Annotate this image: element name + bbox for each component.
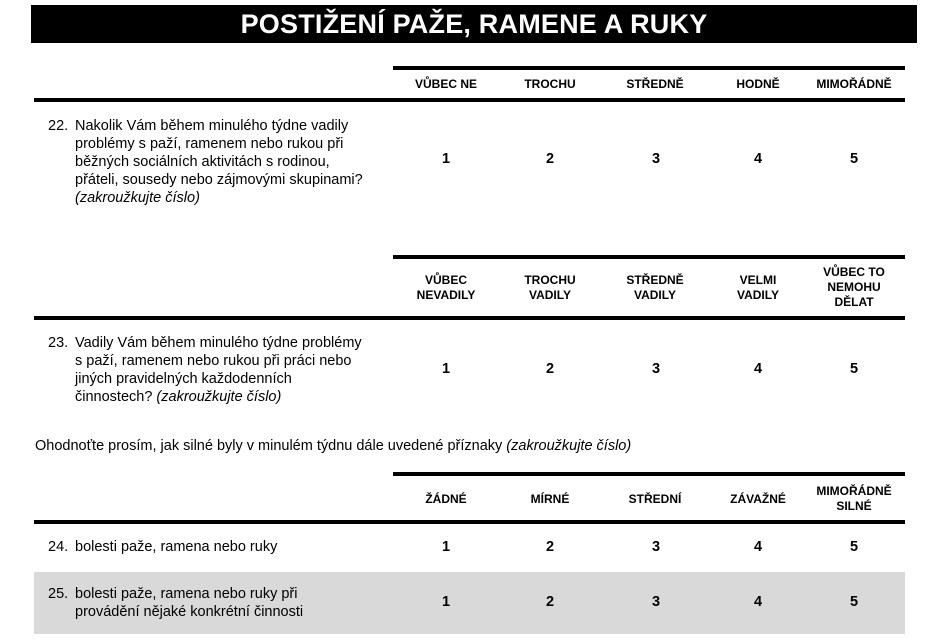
header-line: STŘEDNÍ bbox=[628, 492, 682, 506]
question-text bbox=[75, 334, 395, 406]
header-top-rule bbox=[393, 472, 905, 476]
header-line: VŮBEC bbox=[424, 273, 467, 287]
question-line: provádění nějaké konkrétní činnosti bbox=[75, 604, 304, 620]
header-line: VADILY bbox=[633, 288, 676, 302]
question-text bbox=[75, 538, 395, 556]
header-col-5 bbox=[806, 265, 902, 310]
question-line: s paží, ramenem nebo rukou při práci nebo bbox=[75, 353, 352, 369]
header-col-2 bbox=[504, 492, 596, 507]
header-col-2 bbox=[504, 273, 596, 303]
section-rule bbox=[34, 520, 905, 524]
scale-option-5[interactable]: 5 bbox=[849, 361, 859, 377]
scale-option-2[interactable]: 2 bbox=[545, 539, 555, 555]
question-line: problémy s paží, ramenem nebo rukou při bbox=[75, 136, 344, 152]
header-col-1 bbox=[400, 492, 492, 507]
header-line: SILNÉ bbox=[836, 499, 872, 513]
header-line: NEVADILY bbox=[416, 288, 476, 302]
instruction-text: (zakroužkujte číslo) bbox=[506, 438, 632, 454]
question-line: Nakolik Vám během minulého týdne vadily bbox=[75, 118, 349, 134]
header-line: TROCHU bbox=[524, 273, 576, 287]
question-number: 22. bbox=[48, 118, 69, 134]
scale-option-4[interactable]: 4 bbox=[753, 361, 763, 377]
question-number: 25. bbox=[48, 586, 69, 602]
scale-option-3[interactable]: 3 bbox=[651, 151, 661, 167]
header-top-rule bbox=[393, 66, 905, 70]
scale-option-5[interactable]: 5 bbox=[849, 151, 859, 167]
question-number: 23. bbox=[48, 335, 69, 351]
header-col-4 bbox=[712, 273, 804, 303]
question-line: jiných pravidelných každodenních bbox=[75, 371, 292, 387]
header-line: VŮBEC TO bbox=[823, 265, 885, 279]
header-line: ŽÁDNÉ bbox=[425, 492, 467, 506]
question-line: přáteli, sousedy nebo zájmovými skupinami? bbox=[75, 172, 363, 188]
header-line: DĚLAT bbox=[834, 295, 874, 309]
header-line: NEMOHU bbox=[827, 280, 881, 294]
header-col-2: TROCHU bbox=[524, 77, 576, 91]
scale-option-3[interactable]: 3 bbox=[651, 594, 661, 610]
scale-option-2[interactable]: 2 bbox=[545, 151, 555, 167]
question-text bbox=[75, 585, 395, 621]
scale-option-3[interactable]: 3 bbox=[651, 539, 661, 555]
header-col-4: HODNĚ bbox=[736, 77, 780, 91]
scale-option-4[interactable]: 4 bbox=[753, 151, 763, 167]
question-text bbox=[75, 117, 395, 207]
header-col-3 bbox=[609, 273, 701, 303]
question-number: 24. bbox=[48, 539, 69, 555]
header-line: VADILY bbox=[736, 288, 779, 302]
header-line: MIMOŘÁDNĚ bbox=[816, 484, 892, 498]
scale-option-1[interactable]: 1 bbox=[441, 539, 451, 555]
header-line: MÍRNÉ bbox=[530, 492, 570, 506]
header-col-1 bbox=[400, 273, 492, 303]
scale-option-5[interactable]: 5 bbox=[849, 539, 859, 555]
instruction-text: (zakroužkujte číslo) bbox=[156, 389, 282, 405]
header-col-3 bbox=[609, 492, 701, 507]
scale-option-1[interactable]: 1 bbox=[441, 361, 451, 377]
header-line: ZÁVAŽNÉ bbox=[730, 492, 786, 506]
scale-option-2[interactable]: 2 bbox=[545, 594, 555, 610]
question-line: činnostech? bbox=[75, 389, 153, 405]
scale-option-1[interactable]: 1 bbox=[441, 151, 451, 167]
header-col-5: MIMOŘÁDNĚ bbox=[816, 77, 892, 91]
header-col-3: STŘEDNĚ bbox=[626, 77, 684, 91]
header-line: VADILY bbox=[528, 288, 571, 302]
page-title: POSTIŽENÍ PAŽE, RAMENE A RUKY bbox=[31, 5, 917, 43]
instruction-text: (zakroužkujte číslo) bbox=[75, 190, 200, 206]
scale-option-4[interactable]: 4 bbox=[753, 539, 763, 555]
scale-option-2[interactable]: 2 bbox=[545, 361, 555, 377]
section-rule bbox=[34, 316, 905, 320]
scale-option-3[interactable]: 3 bbox=[651, 361, 661, 377]
question-line: bolesti paže, ramena nebo ruky bbox=[75, 539, 278, 555]
question-line: bolesti paže, ramena nebo ruky při bbox=[75, 586, 298, 602]
scale-option-4[interactable]: 4 bbox=[753, 594, 763, 610]
header-col-1: VŮBEC NE bbox=[414, 77, 477, 91]
scale-option-1[interactable]: 1 bbox=[441, 594, 451, 610]
question-line: Vadily Vám během minulého týdne problémy bbox=[75, 335, 362, 351]
section-rule bbox=[34, 98, 905, 102]
intro-line: Ohodnoťte prosím, jak silné byly v minulém týdnu dále uvedené příznaky bbox=[35, 438, 503, 454]
header-line: STŘEDNĚ bbox=[626, 273, 684, 287]
header-top-rule bbox=[393, 255, 905, 259]
header-col-5 bbox=[806, 484, 902, 514]
intro-text bbox=[35, 437, 895, 455]
scale-option-5[interactable]: 5 bbox=[849, 594, 859, 610]
header-col-4 bbox=[712, 492, 804, 507]
header-line: VELMI bbox=[739, 273, 777, 287]
question-line: běžných sociálních aktivitách s rodinou, bbox=[75, 154, 330, 170]
